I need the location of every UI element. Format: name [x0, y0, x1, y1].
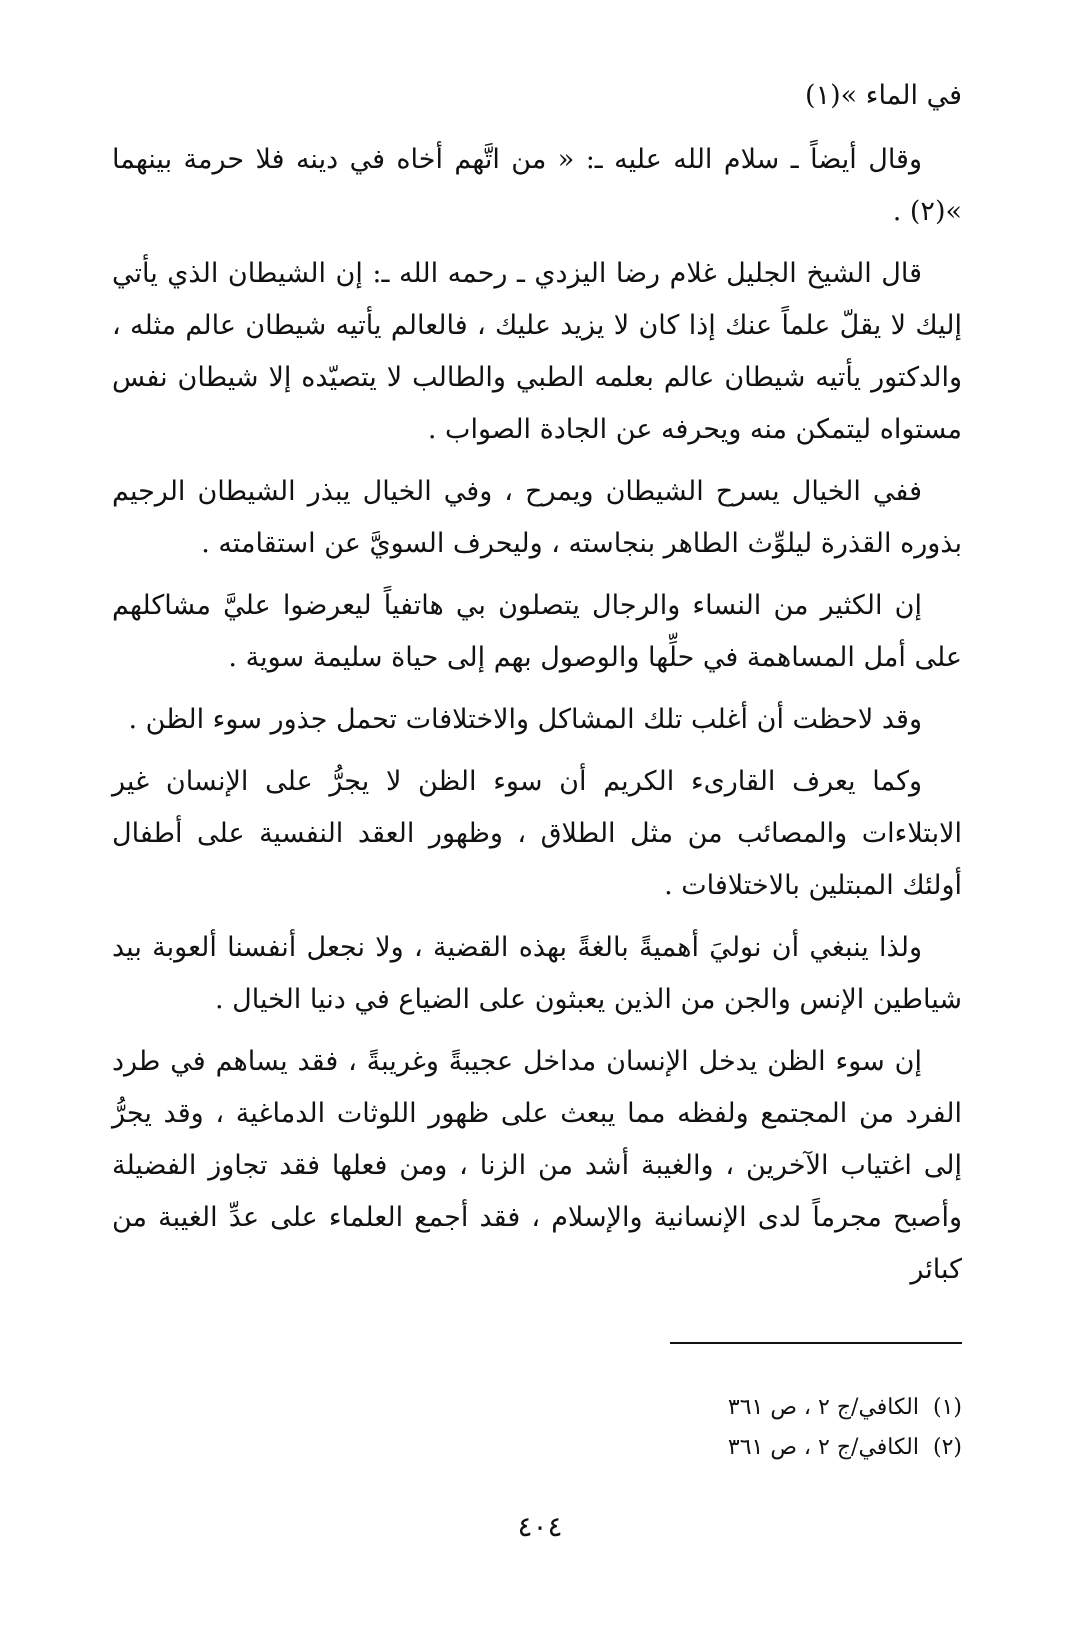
paragraph-sheikh-quote: قال الشيخ الجليل غلام رضا اليزدي ـ رحمه الله ـ: إن الشيطان الذي يأتي إليك لا يقلّ علماً عنك إذا كان لا يزيد عليك ، فالعالم يأتيه شيطان عالم مثله ، والدكتور يأتيه شيطان عالم بعلمه الطبي والطالب لا يتصيّده إلا شيطان نفس مستواه ليتمكن منه ويحرفه عن الجادة الصواب .: [112, 258, 962, 445]
footnote-number: (٢): [932, 1435, 962, 1460]
footnote-item: [542, 1428, 962, 1468]
page-number: ٤٠٤: [517, 1510, 563, 1543]
paragraph-suspicion-effects: إن سوء الظن يدخل الإنسان مداخل عجيبةً وغريبةً ، فقد يساهم في طرد الفرد من المجتمع ولفظه مما يبعث على ظهور اللوثات الدماغية ، وقد يجرُّ إلى اغتياب الآخرين ، والغيبة أشد من الزنا ، ومن فعلها فقد تجاوز الفضيلة وأصبح مجرماً لدى الإنسانية والإسلام ، فقد أجمع العلماء على عدِّ الغيبة من كبائر: [112, 1046, 962, 1285]
paragraph-hadith-quote: وقال أيضاً ـ سلام الله عليه ـ: « من اتَّهم أخاه في دينه فلا حرمة بينهما »(٢) .: [112, 144, 962, 227]
footnotes: [542, 1388, 962, 1468]
footnote-number: (١): [932, 1395, 962, 1420]
footnote-text: الكافي/ج ٢ ، ص ٣٦١: [727, 1435, 919, 1460]
paragraph-continuation: في الماء »(١): [805, 80, 962, 111]
footnote-divider: [670, 1342, 962, 1344]
paragraph-observation: وقد لاحظت أن أغلب تلك المشاكل والاختلافات تحمل جذور سوء الظن .: [128, 704, 922, 735]
footnote-item: [542, 1388, 962, 1428]
body-text: [112, 70, 962, 1306]
paragraph-consequences: وكما يعرف القارىء الكريم أن سوء الظن لا يجرُّ على الإنسان غير الابتلاءات والمصائب من مثل الطلاق ، وظهور العقد النفسية على أطفال أولئك المبتلين بالاختلافات .: [112, 766, 962, 901]
paragraph-importance: ولذا ينبغي أن نوليَ أهميةً بالغةً بهذه القضية ، ولا نجعل أنفسنا ألعوبة بيد شياطين الإنس والجن من الذين يعبثون على الضياع في دنيا الخيال .: [112, 932, 962, 1015]
paragraph-imagination: ففي الخيال يسرح الشيطان ويمرح ، وفي الخيال يبذر الشيطان الرجيم بذوره القذرة ليلوِّث الطاهر بنجاسته ، وليحرف السويَّ عن استقامته .: [112, 476, 962, 559]
paragraph-phone-calls: إن الكثير من النساء والرجال يتصلون بي هاتفياً ليعرضوا عليَّ مشاكلهم على أمل المساهمة في حلِّها والوصول بهم إلى حياة سليمة سوية .: [112, 590, 962, 673]
footnote-text: الكافي/ج ٢ ، ص ٣٦١: [727, 1395, 919, 1420]
